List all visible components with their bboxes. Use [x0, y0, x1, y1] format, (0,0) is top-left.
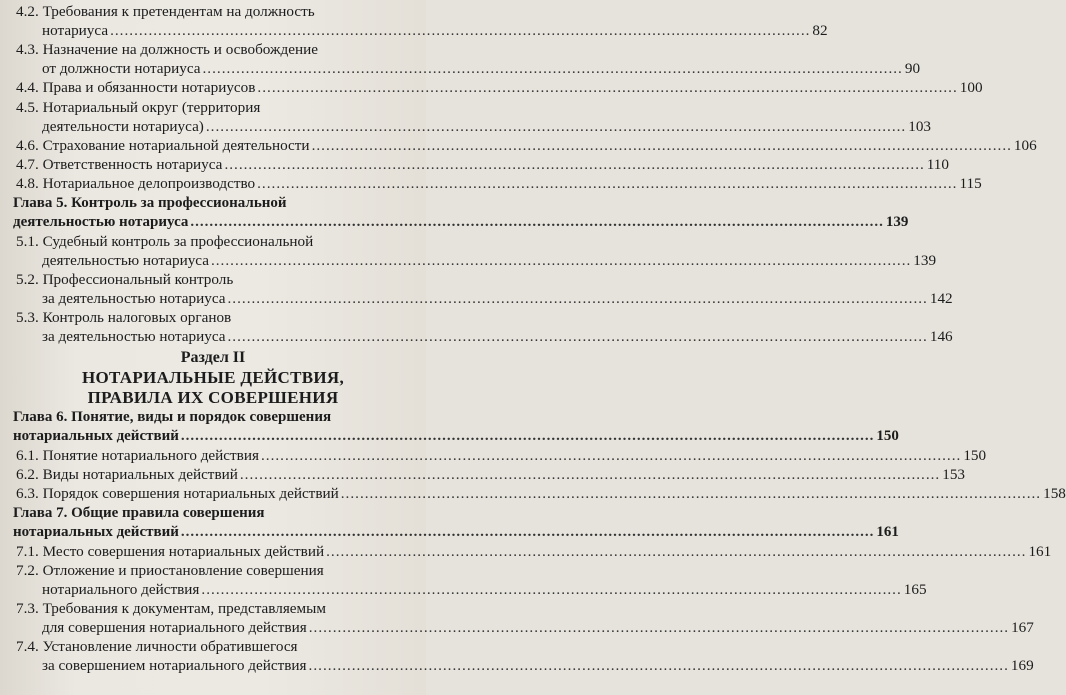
chapter-title-cont: нотариальных действий [13, 428, 179, 444]
page-number: 82 [812, 22, 828, 39]
toc-entry-title: 4.6. Страхование нотариальной деятельности [16, 137, 310, 154]
leader-dots [309, 656, 1009, 675]
section-title-line1: НОТАРИАЛЬНЫЕ ДЕЙСТВИЯ, [81, 368, 345, 387]
toc-chapter-6[interactable] [0, 408, 899, 446]
toc-entry-title-cont: деятельности нотариуса) [42, 118, 204, 135]
toc-entry-title: 6.3. Порядок совершения нотариальных действий [16, 485, 339, 502]
leader-dots [309, 618, 1009, 637]
page-number: 110 [926, 156, 949, 173]
leader-dots [211, 251, 911, 270]
page-number: 115 [959, 175, 982, 192]
toc-entry-7-2[interactable] [0, 561, 927, 599]
leader-dots [201, 580, 901, 599]
toc-entry-title: 6.2. Виды нотариальных действий [16, 466, 238, 483]
toc-entry-7-3[interactable] [0, 599, 1034, 637]
leader-dots [261, 446, 961, 465]
page-number: 139 [885, 214, 909, 230]
page-number: 161 [876, 524, 899, 540]
leader-dots [326, 542, 1026, 561]
toc-entry-title-cont: нотариуса [42, 22, 109, 39]
leader-dots [181, 427, 875, 446]
toc-entry-7-4[interactable] [0, 637, 1034, 675]
toc-entry-title: 4.4. Права и обязанности нотариусов [16, 79, 256, 96]
section-heading [0, 348, 426, 408]
chapter-title: Глава 7. Общие правила совершения [13, 505, 265, 521]
toc-entry-6-3[interactable] [0, 484, 1066, 503]
section-title-line2: ПРАВИЛА ИХ СОВЕРШЕНИЯ [87, 388, 339, 407]
toc-entry-title: 4.3. Назначение на должность и освобождение [16, 41, 318, 58]
toc-entry-title-cont: за совершением нотариального действия [42, 657, 307, 674]
toc-entry-title-cont: от должности нотариуса [42, 60, 201, 77]
page-number: 165 [903, 581, 927, 598]
toc-entry-title: 4.7. Ответственность нотариуса [16, 156, 223, 173]
page-number: 158 [1043, 485, 1066, 502]
page-number: 139 [913, 252, 937, 269]
chapter-title-cont: деятельностью нотариуса [13, 214, 189, 230]
chapter-title: Глава 6. Понятие, виды и порядок совершения [13, 409, 332, 425]
page-number: 153 [942, 466, 965, 483]
toc-entry-7-1[interactable] [0, 542, 1052, 561]
page-number: 161 [1028, 543, 1052, 560]
toc-entry-title: 7.1. Место совершения нотариальных действий [16, 543, 325, 560]
page-number: 169 [1010, 657, 1034, 674]
toc-entry-title: 7.4. Установление личности обратившегося [16, 638, 298, 655]
chapter-title: Глава 5. Контроль за профессиональной [13, 195, 287, 211]
leader-dots [228, 327, 928, 346]
leader-dots [110, 21, 810, 40]
toc-entry-title: 7.2. Отложение и приостановление совершения [16, 562, 324, 579]
toc-entry-title: 5.2. Профессиональный контроль [16, 271, 234, 288]
toc-entry-5-3[interactable] [0, 308, 953, 346]
toc-entry-title: 5.1. Судебный контроль за профессиональной [16, 233, 314, 250]
leader-dots [181, 523, 875, 542]
toc-entry-title: 4.2. Требования к претендентам на должность [16, 3, 315, 20]
page-number: 103 [908, 118, 931, 135]
page-number: 146 [929, 328, 953, 345]
leader-dots [190, 213, 884, 232]
leader-dots [341, 484, 1041, 503]
section-label: Раздел II [180, 349, 246, 366]
page-number: 90 [904, 60, 921, 77]
toc-entry-5-2[interactable] [0, 270, 953, 308]
page-number: 100 [959, 79, 983, 96]
leader-dots [240, 465, 940, 484]
leader-dots [312, 136, 1012, 155]
toc-entry-title: 4.8. Нотариальное делопроизводство [16, 175, 256, 192]
toc-entry-title-cont: деятельностью нотариуса [42, 252, 209, 269]
toc-entry-title: 4.5. Нотариальный округ (территория [16, 99, 261, 116]
toc-entry-4-7[interactable] [0, 155, 949, 174]
toc-entry-4-6[interactable] [0, 136, 1037, 155]
page-number: 150 [876, 428, 899, 444]
toc-entry-4-8[interactable] [0, 174, 982, 193]
leader-dots [257, 78, 957, 97]
leader-dots [206, 117, 906, 136]
leader-dots [224, 155, 924, 174]
page-number: 142 [929, 290, 953, 307]
page-number: 106 [1013, 137, 1037, 154]
toc-entry-title: 5.3. Контроль налоговых органов [16, 309, 232, 326]
leader-dots [228, 289, 928, 308]
toc-entry-5-1[interactable] [0, 232, 937, 270]
toc-chapter-7[interactable] [0, 504, 899, 542]
toc-entry-6-2[interactable] [0, 465, 965, 484]
leader-dots [203, 59, 903, 78]
page-number: 167 [1011, 619, 1034, 636]
leader-dots [257, 174, 957, 193]
toc-entry-title-cont: для совершения нотариального действия [42, 619, 307, 636]
toc-entry-title: 7.3. Требования к документам, представляемым [16, 600, 326, 617]
page-number: 150 [963, 447, 987, 464]
toc-entry-4-4[interactable] [0, 78, 983, 97]
toc-entry-4-2[interactable] [0, 2, 828, 40]
toc-entry-title-cont: нотариального действия [42, 581, 200, 598]
toc-entry-title-cont: за деятельностью нотариуса [42, 290, 226, 307]
toc-entry-6-1[interactable] [0, 446, 987, 465]
toc-entry-4-5[interactable] [0, 98, 931, 136]
toc-entry-title: 6.1. Понятие нотариального действия [16, 447, 259, 464]
toc-entry-4-3[interactable] [0, 40, 921, 78]
toc-entry-title-cont: за деятельностью нотариуса [42, 328, 226, 345]
toc-chapter-5[interactable] [0, 194, 909, 232]
chapter-title-cont: нотариальных действий [13, 524, 179, 540]
